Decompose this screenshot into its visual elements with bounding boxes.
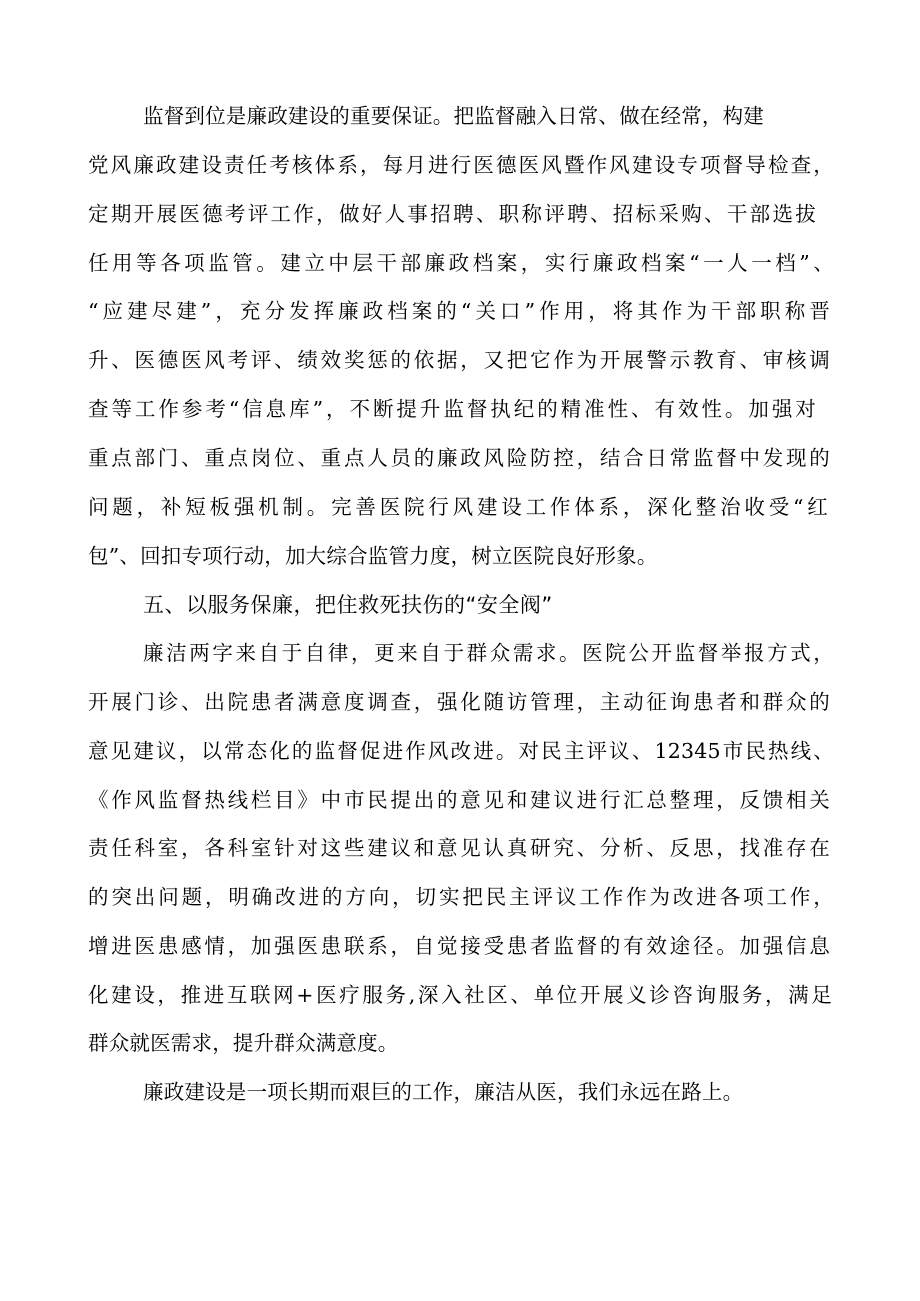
paragraph-line: 廉政建设是一项长期而艰巨的工作，廉洁从医，我们永远在路上。	[143, 1080, 744, 1104]
paragraph-line: 问题，补短板强机制。完善医院行风建设工作体系，深化整治收受“红	[88, 495, 828, 519]
paragraph-line: 意见建议，以常态化的监督促进作风改进。对民主评议、12345市民热线、	[88, 739, 834, 763]
paragraph-line: 监督到位是廉政建设的重要保证。把监督融入日常、做在经常，构建	[143, 104, 764, 128]
paragraph-line: 查等工作参考“信息库”，不断提升监督执纪的精准性、有效性。加强对	[88, 397, 816, 421]
paragraph-line: “应建尽建”，充分发挥廉政档案的“关口”作用，将其作为干部职称晋	[88, 299, 830, 323]
paragraph-line: 廉洁两字来自于自律，更来自于群众需求。医院公开监督举报方式，	[143, 641, 834, 665]
paragraph-line: 党风廉政建设责任考核体系，每月进行医德医风暨作风建设专项督导检查，	[88, 153, 834, 177]
paragraph-line: 化建设，推进互联网+医疗服务,深入社区、单位开展义诊咨询服务，满足	[88, 983, 832, 1007]
paragraph-line: 责任科室，各科室针对这些建议和意见认真研究、分析、反思，找准存在	[88, 836, 830, 860]
paragraph-line: 重点部门、重点岗位、重点人员的廉政风险防控，结合日常监督中发现的	[88, 446, 830, 470]
paragraph-line: 群众就医需求，提升群众满意度。	[88, 1031, 399, 1055]
paragraph-line: 定期开展医德考评工作，做好人事招聘、职称评聘、招标采购、干部选拔	[88, 202, 816, 226]
paragraph-line: 《作风监督热线栏目》中市民提出的意见和建议进行汇总整理，反馈相关	[88, 788, 830, 812]
paragraph-line: 包”、回扣专项行动，加大综合监管力度，树立医院良好形象。	[88, 544, 658, 568]
section-heading: 五、以服务保廉，把住救死扶伤的“安全阀”	[143, 593, 553, 617]
paragraph-line: 开展门诊、出院患者满意度调查，强化随访管理，主动征询患者和群众的	[88, 690, 830, 714]
paragraph-line: 增进医患感情，加强医患联系，自觉接受患者监督的有效途径。加强信息	[88, 934, 830, 958]
paragraph-line: 升、医德医风考评、绩效奖惩的依据，又把它作为开展警示教育、审核调	[88, 348, 830, 372]
paragraph-line: 任用等各项监管。建立中层干部廉政档案，实行廉政档案“一人一档”、	[88, 251, 834, 275]
paragraph-line: 的突出问题，明确改进的方向，切实把民主评议工作作为改进各项工作，	[88, 885, 834, 909]
